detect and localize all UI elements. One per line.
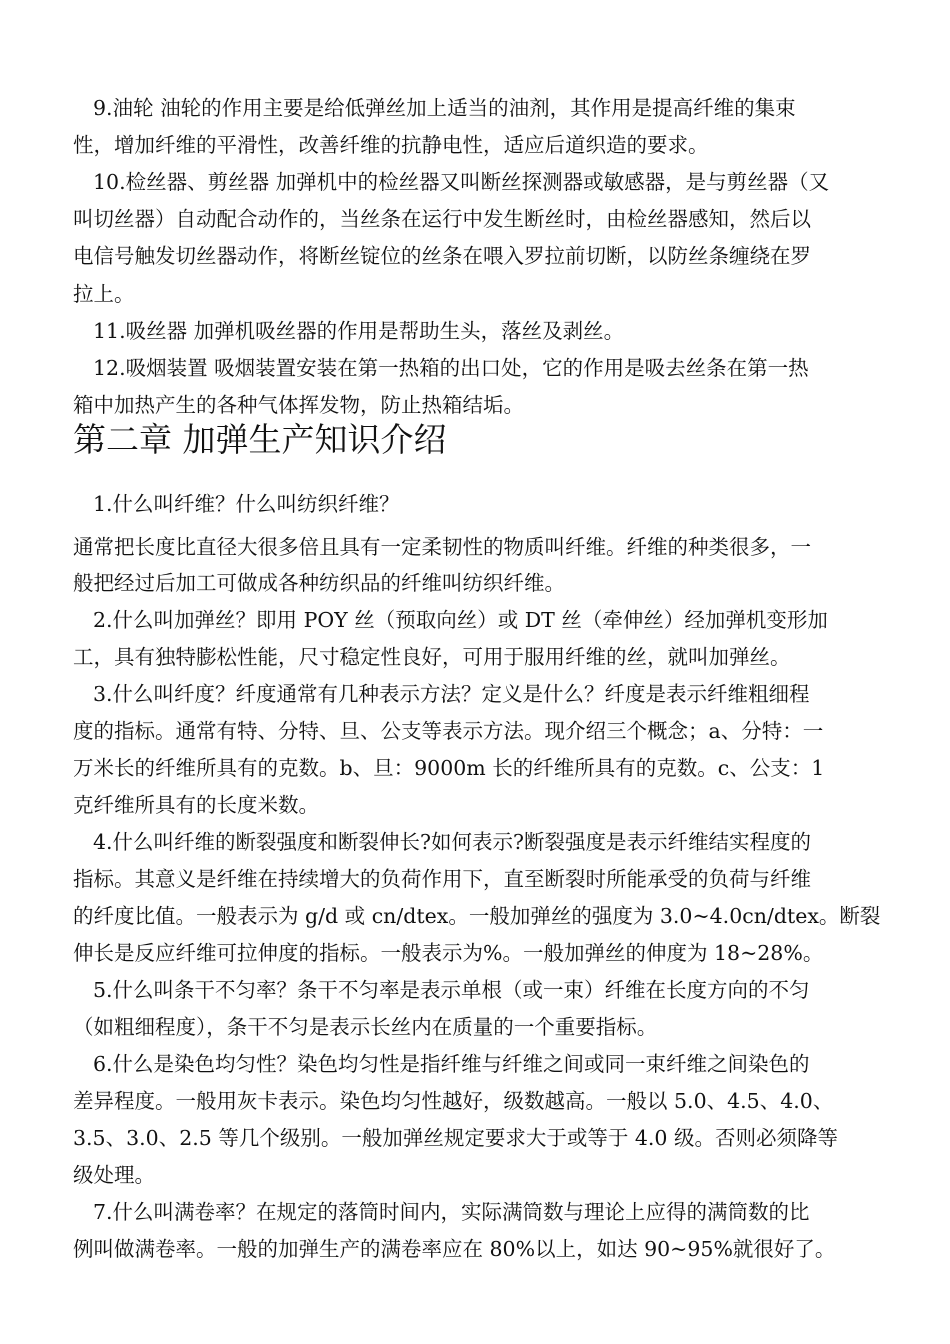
text-line: 7.什么叫满卷率？在规定的落筒时间内，实际满筒数与理论上应得的满筒数的比 [93,1200,810,1224]
chapter-title: 第二章 加弹生产知识介绍 [73,420,447,459]
text-line: 工，具有独特膨松性能，尺寸稳定性良好，可用于服用纤维的丝，就叫加弹丝。 [73,645,791,669]
text-line: 般把经过后加工可做成各种纺织品的纤维叫纺织纤维。 [73,571,565,595]
text-line: 5.什么叫条干不匀率？条干不匀率是表示单根（或一束）纤维在长度方向的不匀 [93,978,810,1002]
text-line: 拉上。 [73,282,135,306]
text-line: 克纤维所具有的长度米数。 [73,793,319,817]
text-line: 指标。其意义是纤维在持续增大的负荷作用下，直至断裂时所能承受的负荷与纤维 [73,867,811,891]
text-line: 叫切丝器）自动配合动作的，当丝条在运行中发生断丝时，由检丝器感知，然后以 [73,207,811,231]
text-line: 11.吸丝器 加弹机吸丝器的作用是帮助生头，落丝及剥丝。 [93,319,625,343]
text-line: 1.什么叫纤维？什么叫纺织纤维？ [93,492,400,516]
text-line: 通常把长度比直径大很多倍且具有一定柔韧性的物质叫纤维。纤维的种类很多，一 [73,535,811,559]
text-line: 10.检丝器、剪丝器 加弹机中的检丝器又叫断丝探测器或敏感器，是与剪丝器（又 [93,170,830,194]
text-line: 差异程度。一般用灰卡表示。染色均匀性越好，级数越高。一般以 5.0、4.5、4.0、 [73,1089,834,1113]
text-line: 9.油轮 油轮的作用主要是给低弹丝加上适当的油剂，其作用是提高纤维的集束 [93,96,796,120]
text-line: 3.什么叫纤度？纤度通常有几种表示方法？定义是什么？纤度是表示纤维粗细程 [93,682,810,706]
text-line: 的纤度比值。一般表示为 g/d 或 cn/dtex。一般加弹丝的强度为 3.0~4.0cn/dtex。断裂 [73,904,881,928]
text-line: 度的指标。通常有特、分特、旦、公支等表示方法。现介绍三个概念；a、分特：一 [73,719,824,743]
text-line: （如粗细程度），条干不匀是表示长丝内在质量的一个重要指标。 [73,1015,658,1039]
text-line: 箱中加热产生的各种气体挥发物，防止热箱结垢。 [73,393,524,417]
text-line: 6.什么是染色均匀性？染色均匀性是指纤维与纤维之间或同一束纤维之间染色的 [93,1052,810,1076]
text-line: 4.什么叫纤维的断裂强度和断裂伸长?如何表示?断裂强度是表示纤维结实程度的 [93,830,812,854]
text-line: 12.吸烟装置 吸烟装置安装在第一热箱的出口处，它的作用是吸去丝条在第一热 [93,356,809,380]
text-line: 万米长的纤维所具有的克数。b、旦：9000m 长的纤维所具有的克数。c、公支：1 [73,756,825,780]
text-line: 性，增加纤维的平滑性，改善纤维的抗静电性，适应后道织造的要求。 [73,133,709,157]
text-line: 例叫做满卷率。一般的加弹生产的满卷率应在 80%以上，如达 90~95%就很好了。 [73,1237,836,1261]
text-line: 2.什么叫加弹丝？即用 POY 丝（预取向丝）或 DT 丝（牵伸丝）经加弹机变形加 [93,608,828,632]
text-line: 级处理。 [73,1163,155,1187]
text-line: 电信号触发切丝器动作，将断丝锭位的丝条在喂入罗拉前切断，以防丝条缠绕在罗 [73,244,811,268]
text-line: 3.5、3.0、2.5 等几个级别。一般加弹丝规定要求大于或等于 4.0 级。否则必须降等 [73,1126,838,1150]
text-line: 伸长是反应纤维可拉伸度的指标。一般表示为%。一般加弹丝的伸度为 18~28%。 [73,941,824,965]
